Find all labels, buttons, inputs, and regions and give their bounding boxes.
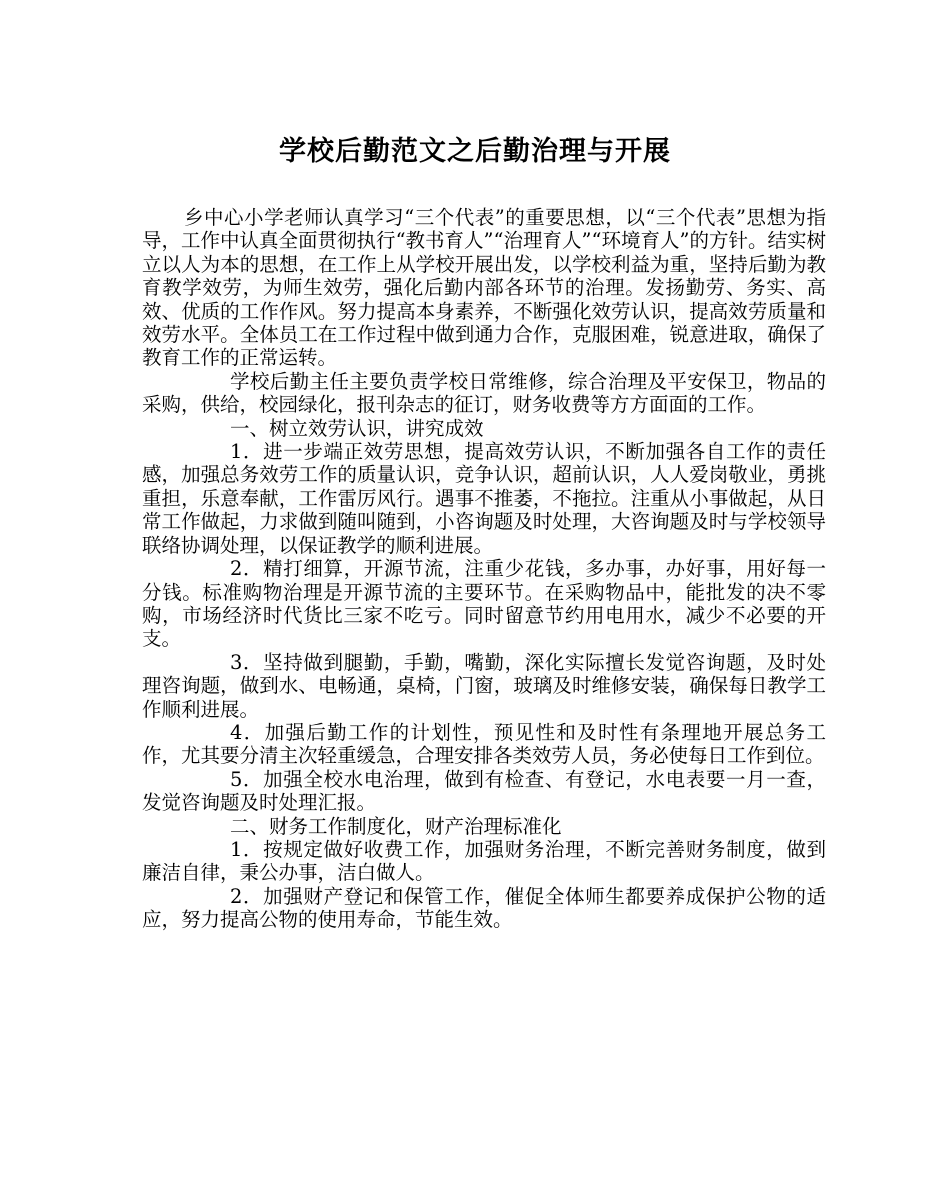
finance-item-1: 1．按规定做好收费工作，加强财务治理，不断完善财务制度，做到廉洁自律，秉公办事，洁白做人。 — [142, 837, 826, 885]
document-title: 学校后勤范文之后勤治理与开展 — [279, 136, 671, 167]
list-item-1: 1．进一步端正效劳思想，提高效劳认识，不断加强各自工作的责任感，加强总务效劳工作的质量认识，竞争认识，超前认识，人人爱岗敬业，勇挑重担，乐意奉献，工作雷厉风行。遇事不推萎，不拖拉。注重从小事做起，从日常工作做起，力求做到随叫随到，小咨询题及时处理，大咨询题及时与学校领导联络协调处理，以保证教学的顺利进展。 — [142, 440, 826, 557]
finance-item-2: 2．加强财产登记和保管工作，催促全体师生都要养成保护公物的适应，努力提高公物的使用寿命，节能生效。 — [142, 884, 826, 932]
document-body — [142, 206, 826, 932]
list-item-2: 2．精打细算，开源节流，注重少花钱，多办事，办好事，用好每一分钱。标准购物治理是开源节流的主要环节。在采购物品中，能批发的决不零购，市场经济时代货比三家不吃亏。同时留意节约用电用水，减少不必要的开支。 — [142, 557, 826, 651]
list-item-4: 4．加强后勤工作的计划性，预见性和及时性有条理地开展总务工作，尤其要分清主次轻重缓急，合理安排各类效劳人员，务必使每日工作到位。 — [142, 720, 826, 768]
section-heading-service: 一、树立效劳认识，讲究成效 — [230, 416, 484, 440]
paragraph-intro: 乡中心小学老师认真学习“三个代表”的重要思想，以“三个代表”思想为指导，工作中认真全面贯彻执行“教书育人”“治理育人”“环境育人”的方针。结实树立以人为本的思想，在工作上从学校开展出发，以学校利益为重，坚持后勤为教育教学效劳，为师生效劳，强化后勤内部各环节的治理。发扬勤劳、务实、高效、优质的工作作风。努力提高本身素养，不断强化效劳认识，提高效劳质量和效劳水平。全体员工在工作过程中做到通力合作，克服困难，锐意进取，确保了教育工作的正常运转。 — [142, 206, 826, 370]
paragraph-duties: 学校后勤主任主要负责学校日常维修，综合治理及平安保卫，物品的采购，供给，校园绿化，报刊杂志的征订，财务收费等方方面面的工作。 — [142, 369, 826, 417]
list-item-5: 5．加强全校水电治理，做到有检查、有登记，水电表要一月一查，发觉咨询题及时处理汇报。 — [142, 767, 826, 815]
section-heading-finance: 二、财务工作制度化，财产治理标准化 — [230, 814, 562, 838]
list-item-3: 3．坚持做到腿勤，手勤，嘴勤，深化实际擅长发觉咨询题，及时处理咨询题，做到水、电畅通，桌椅，门窗，玻璃及时维修安装，确保每日教学工作顺利进展。 — [142, 650, 826, 721]
